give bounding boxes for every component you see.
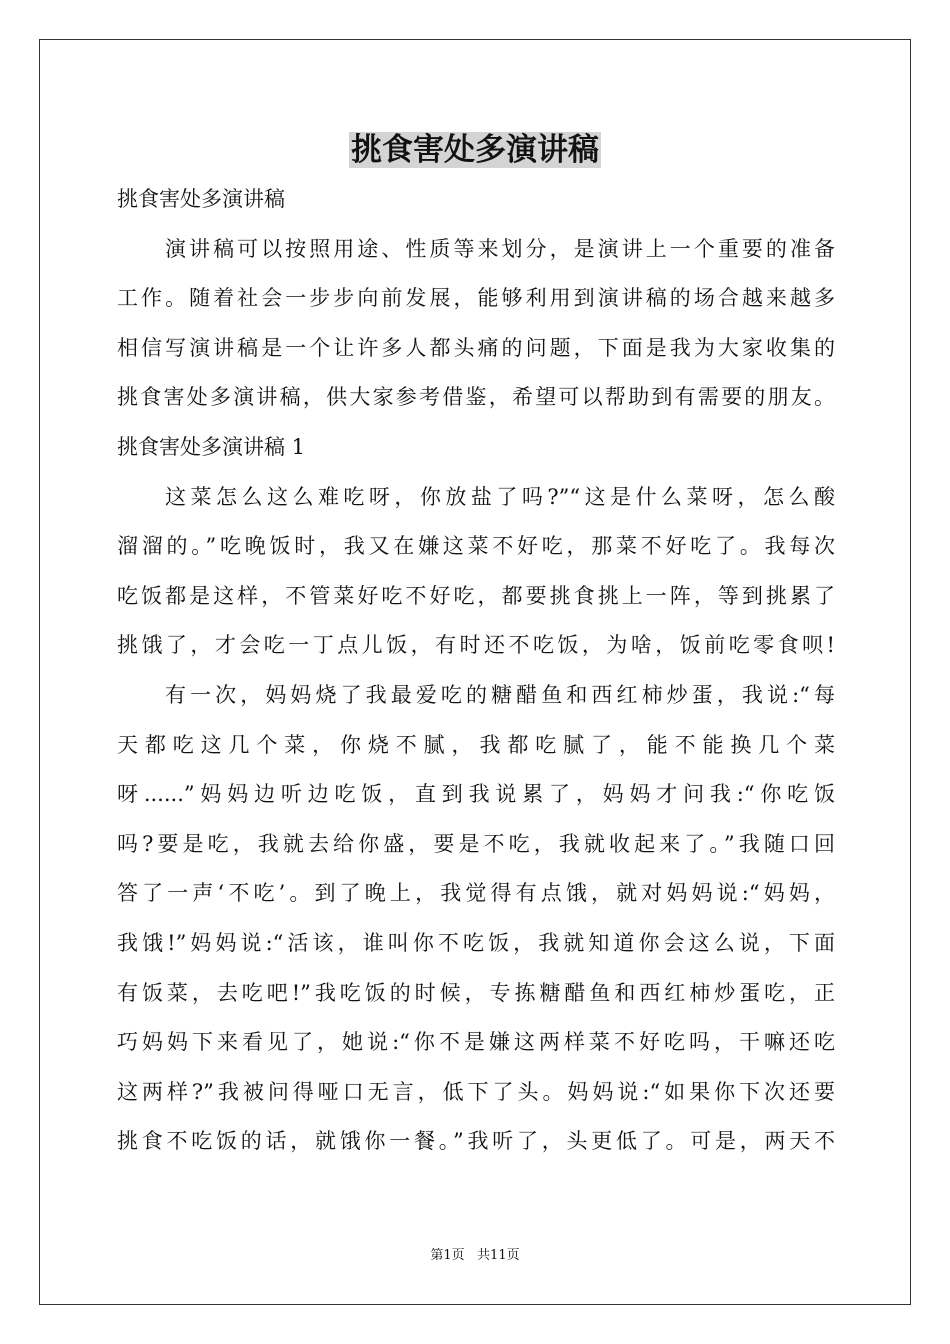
- body-line: 挑饿了，才会吃一丁点儿饭，有时还不吃饭，为啥，饭前吃零食呗!: [117, 633, 835, 658]
- body-line: 这两样?”我被问得哑口无言，低下了头。妈妈说:“如果你下次还要: [117, 1079, 835, 1104]
- body-line: 挑食害处多演讲稿 1: [117, 434, 306, 459]
- body-line: 这菜怎么这么难吃呀，你放盐了吗?”“这是什么菜呀，怎么酸: [165, 484, 835, 509]
- page-footer: 第1页 共11页: [430, 1248, 520, 1263]
- document-title-text: 挑食害处多演讲稿: [351, 132, 599, 168]
- body-line: 吗?要是吃，我就去给你盛，要是不吃，我就收起来了。”我随口回: [117, 831, 835, 856]
- body-line: 呀......”妈妈边听边吃饭，直到我说累了，妈妈才问我:“你吃饭: [117, 782, 835, 807]
- body-line: 挑食害处多演讲稿，供大家参考借鉴，希望可以帮助到有需要的朋友。: [117, 385, 835, 410]
- body-line: 演讲稿可以按照用途、性质等来划分，是演讲上一个重要的准备: [165, 236, 835, 261]
- body-line: 挑食害处多演讲稿: [117, 187, 285, 211]
- body-line: 天都吃这几个菜，你烧不腻，我都吃腻了，能不能换几个菜: [117, 732, 835, 757]
- body-line: 答了一声‘不吃’。到了晚上，我觉得有点饿，就对妈妈说:“妈妈，: [117, 881, 835, 906]
- document-title: [0, 128, 950, 172]
- body-line: 巧妈妈下来看见了，她说:“你不是嫌这两样菜不好吃吗，干嘛还吃: [117, 1030, 835, 1055]
- body-line: 我饿!”妈妈说:“活该，谁叫你不吃饭，我就知道你会这么说，下面: [117, 930, 835, 955]
- body-line: 有饭菜，去吃吧!”我吃饭的时候，专拣糖醋鱼和西红柿炒蛋吃，正: [117, 980, 835, 1005]
- document-body: [117, 175, 835, 1167]
- body-line: 挑食不吃饭的话，就饿你一餐。”我听了，头更低了。可是，两天不: [117, 1129, 835, 1154]
- body-line: 相信写演讲稿是一个让许多人都头痛的问题，下面是我为大家收集的: [117, 335, 835, 360]
- body-line: 吃饭都是这样，不管菜好吃不好吃，都要挑食挑上一阵，等到挑累了: [117, 583, 835, 608]
- body-line: 有一次，妈妈烧了我最爱吃的糖醋鱼和西红柿炒蛋，我说:“每: [165, 682, 835, 707]
- body-line: 溜溜的。”吃晚饭时，我又在嫌这菜不好吃，那菜不好吃了。我每次: [117, 534, 835, 559]
- body-line: 工作。随着社会一步步向前发展，能够利用到演讲稿的场合越来越多: [117, 286, 835, 311]
